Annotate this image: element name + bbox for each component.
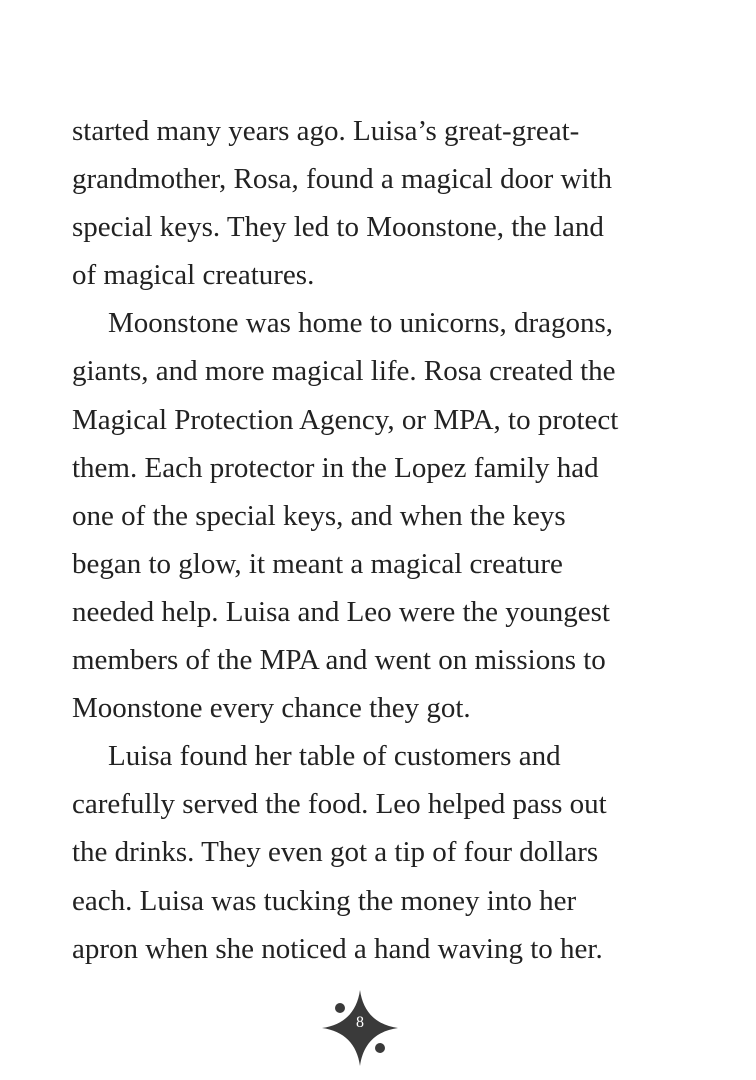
ornament-dot (375, 1043, 385, 1053)
text-line: Moonstone every chance they got. (72, 692, 471, 725)
text-line: the drinks. They even got a tip of four dollars (72, 836, 599, 869)
text-line: them. Each protector in the Lopez family had (72, 451, 599, 484)
paragraph-start-line: Moonstone was home to unicorns, dragons, (108, 307, 614, 340)
text-line: apron when she noticed a hand waving to her. (72, 932, 603, 965)
text-line: each. Luisa was tucking the money into her (72, 884, 577, 917)
text-line: began to glow, it meant a magical creature (72, 547, 563, 580)
text-line: members of the MPA and went on missions to (72, 644, 606, 677)
page-number: 8 (356, 1014, 364, 1031)
ornament-dot (335, 1003, 345, 1013)
text-line: giants, and more magical life. Rosa created the (72, 355, 616, 388)
page-body (72, 107, 692, 973)
text-line: of magical creatures. (72, 259, 315, 292)
text-line: special keys. They led to Moonstone, the land (72, 211, 604, 244)
text-line: carefully served the food. Leo helped pass out (72, 788, 607, 821)
text-line: started many years ago. Luisa’s great-great- (72, 115, 580, 147)
text-line: Magical Protection Agency, or MPA, to protect (72, 403, 619, 436)
text-line: one of the special keys, and when the keys (72, 499, 566, 532)
text-line: needed help. Luisa and Leo were the youngest (72, 595, 610, 628)
text-line: grandmother, Rosa, found a magical door with (72, 163, 613, 196)
paragraph-start-line: Luisa found her table of customers and (108, 740, 561, 773)
